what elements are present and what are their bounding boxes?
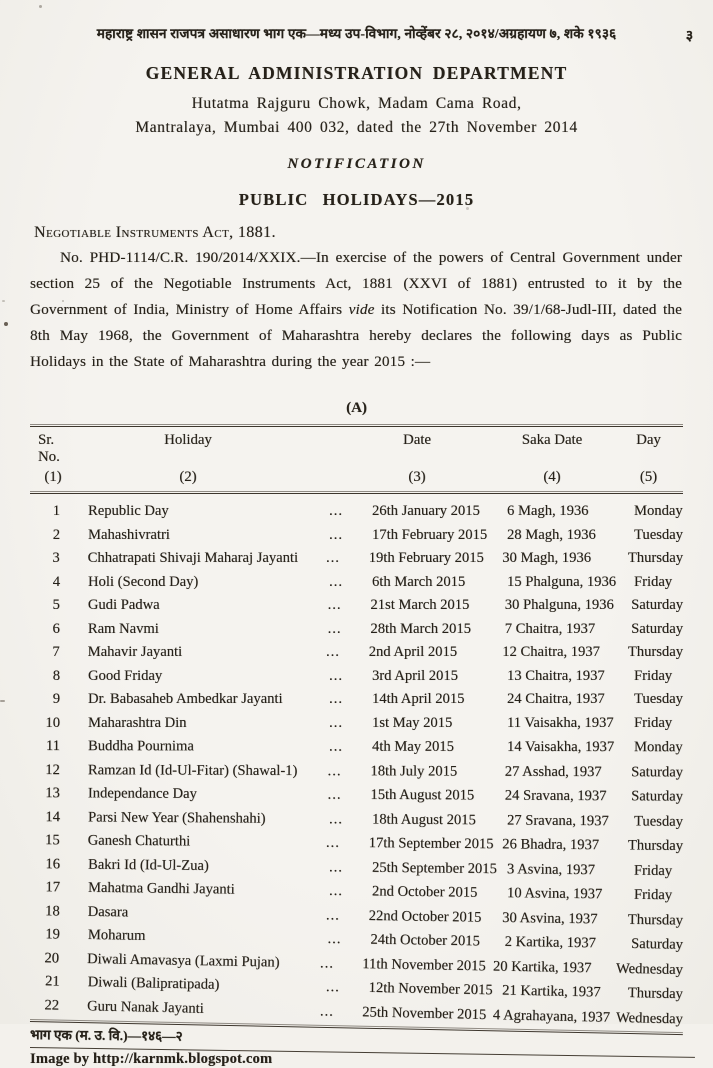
day-cell: Friday [633,886,673,904]
sr-no-cell: 9 [52,691,60,707]
scan-speck [104,313,107,315]
day-cell: Saturday [631,788,684,805]
holiday-cell: Independance Day [87,785,197,802]
sr-no-cell: 4 [52,573,60,590]
col-number-leader [300,469,344,486]
leader-dots: ... [329,691,343,707]
saka-date-cell: 2 Kartika, 1937 [504,933,597,952]
sr-no-cell: 3 [52,550,60,566]
day-cell: Friday [633,862,673,879]
saka-date-cell: 12 Chaitra, 1937 [502,644,600,660]
saka-date-cell: 15 Phalguna, 1936 [507,573,617,590]
table-row [30,547,683,571]
saka-date-cell: 30 Asvina, 1937 [502,909,598,927]
date-cell: 28th March 2015 [370,620,471,637]
saka-date-cell: 6 Magh, 1936 [507,503,589,519]
table-row [30,688,683,712]
address-line-2: Mantralaya, Mumbai 400 032, dated the 27th November 2014 [135,119,578,136]
day-cell: Friday [634,667,673,684]
leader-dots: ... [329,738,343,755]
scan-speck [62,300,64,302]
col-number-4: (4) [543,469,561,485]
day-cell: Thursday [627,985,684,1003]
table-row [30,782,683,809]
saka-date-cell: 21 Kartika, 1937 [501,982,601,1001]
page-number: ३ [685,29,693,44]
leader-dots: ... [327,762,342,779]
date-cell: 25th November 2015 [362,1003,487,1023]
act-reference: Negotiable Instruments Act, 1881. [34,224,276,241]
table-row [30,641,683,665]
day-cell: Wednesday [615,960,684,978]
leader-dots: ... [325,906,341,924]
saka-date-cell: 10 Asvina, 1937 [506,885,603,903]
notification-heading: NOTIFICATION [287,156,426,172]
leader-dots: ... [328,810,344,827]
holiday-cell: Ram Navmi [87,620,159,637]
day-cell: Saturday [631,597,683,613]
holiday-cell: Maharashtra Din [88,714,187,731]
leader-dots: ... [327,597,342,613]
holiday-cell: Chhatrapati Shivaji Maharaj Jayanti [87,550,299,566]
sr-no-cell: 15 [45,832,60,849]
credit-line: Image by http://karnmk.blogspot.com [30,1051,273,1067]
leader-dots: ... [325,550,340,566]
col-header-saka-date: Saka Date [521,432,583,448]
sr-no-cell: 18 [44,902,60,919]
sr-no-cell: 19 [45,926,60,943]
paragraph-text-before-vide: No. PHD-1114/C.R. 190/2014/XXIX.—In exercise of the powers of Central Government under section 25 of the Negotiable Instruments Act, 1881 (XXVI of 1881) entrusted to it by the Government of India, Ministry of Home Affairs [30,249,682,318]
sr-no-cell: 21 [44,973,60,990]
masthead [0,0,713,42]
sr-no-cell: 22 [44,996,60,1014]
col-number-1: (1) [44,469,62,485]
address-line-1: Hutatma Rajguru Chowk, Madam Cama Road, [191,95,522,112]
date-cell: 14th April 2015 [372,691,465,707]
sr-no-cell: 10 [45,714,60,731]
table-top-rule [30,424,683,427]
document-title: PUBLIC HOLIDAYS—2015 [238,190,475,209]
holiday-cell: Moharum [87,926,146,944]
sr-no-cell: 5 [52,597,60,613]
holiday-cell: Dasara [87,903,129,920]
holiday-cell: Dr. Babasaheb Ambedkar Jayanti [88,691,283,707]
vide-word: vide [348,301,375,318]
department-heading: GENERAL ADMINISTRATION DEPARTMENT [145,63,568,83]
part-reference: भाग एक (म. उ. वि.)—१४६—२ [29,1027,183,1044]
sr-no-cell: 20 [44,949,60,967]
leader-dots: ... [319,954,335,972]
date-cell: 26th January 2015 [372,503,480,519]
table-row [30,594,683,618]
saka-date-cell: 11 Vaisakha, 1937 [507,714,614,731]
holiday-cell: Bakri Id (Id-Ul-Zua) [87,856,209,874]
day-cell: Wednesday [615,1009,684,1027]
col-header-sr-no: Sr. No. [38,432,60,465]
holiday-cell: Gudi Padwa [87,597,160,613]
table-row [30,759,683,785]
leader-dots: ... [327,930,342,948]
date-cell: 6th March 2015 [372,573,466,590]
leader-dots: ... [319,1002,335,1020]
day-cell: Thursday [627,837,684,854]
saka-date-cell: 20 Kartika, 1937 [492,957,592,976]
sr-no-cell: 6 [52,620,60,637]
col-number-2: (2) [179,469,197,485]
sr-no-cell: 1 [52,503,60,519]
leader-dots: ... [329,667,343,684]
leader-dots: ... [325,644,340,660]
holiday-cell: Mahavir Jayanti [87,644,183,660]
scan-speck [2,300,5,302]
date-cell: 2nd October 2015 [371,883,478,901]
day-cell: Saturday [631,620,683,637]
saka-date-cell: 14 Vaisakha, 1937 [506,738,615,756]
leader-dots: ... [329,526,343,543]
table-row [30,500,683,524]
date-cell: 15th August 2015 [370,786,475,804]
sr-no-cell: 2 [52,526,60,543]
holiday-table-rows [30,500,684,1027]
holiday-cell: Diwali Amavasya (Laxmi Pujan) [86,950,280,971]
day-cell: Monday [634,503,683,519]
holiday-cell: Diwali (Balipratipada) [87,974,220,993]
sr-no-cell: 13 [45,785,60,802]
holiday-cell: Ganesh Chaturthi [87,832,191,850]
day-cell: Thursday [627,644,683,660]
saka-date-cell: 30 Magh, 1936 [502,550,591,566]
holiday-cell: Buddha Pournima [87,738,194,755]
leader-dots: ... [325,978,341,996]
sr-no-cell: 11 [45,738,61,755]
table-row [30,735,683,760]
day-cell: Monday [633,739,683,756]
holiday-cell: Parsi New Year (Shahenshahi) [87,808,266,827]
saka-date-cell: 13 Chaitra, 1937 [507,667,605,684]
date-cell: 19th February 2015 [368,550,484,566]
date-cell: 4th May 2015 [371,738,454,755]
date-cell: 25th September 2015 [371,859,497,877]
day-cell: Tuesday [634,526,683,543]
holiday-cell: Guru Nanak Jayanti [86,997,204,1017]
table-header-rule [30,491,683,494]
table-row [30,524,683,548]
day-cell: Friday [634,573,673,590]
holiday-cell: Mahashivratri [88,526,170,543]
date-cell: 18th July 2015 [370,762,458,780]
scan-speck [0,700,5,702]
col-number-5: (5) [639,469,658,485]
col-header-holiday: Holiday [164,432,212,448]
holiday-cell: Republic Day [88,503,169,519]
table-row [30,712,683,736]
leader-dots: ... [327,620,342,637]
saka-date-cell: 26 Bhadra, 1937 [502,836,600,854]
notification-paragraph [30,245,682,375]
date-cell: 11th November 2015 [362,955,486,974]
sr-no-cell: 12 [45,761,60,778]
table-row [30,665,683,689]
sr-no-cell: 14 [45,808,61,825]
day-cell: Thursday [627,911,684,929]
col-header-leader [300,432,344,466]
date-cell: 12th November 2015 [368,979,493,999]
saka-date-cell: 3 Asvina, 1937 [506,860,596,878]
sr-no-cell: 8 [52,667,60,684]
day-cell: Tuesday [633,812,683,830]
holiday-cell: Holi (Second Day) [88,573,199,590]
date-cell: 3rd April 2015 [372,667,458,684]
scan-speck [39,5,42,8]
date-cell: 24th October 2015 [370,931,480,950]
col-number-3: (3) [408,469,426,485]
saka-date-cell: 30 Phalguna, 1936 [504,597,614,613]
col-header-date: Date [403,432,431,448]
saka-date-cell: 7 Chaitra, 1937 [504,620,596,637]
paragraph-text-after-vide: its Notification No. 39/1/68-Judl-III, dated the 8th May 1968, the Government of Maharashtra hereby declares the following days as Public Holidays in the State of Maharashtra during the year 2015 :— [30,301,682,370]
leader-dots: ... [328,882,344,900]
holiday-cell: Ramzan Id (Id-Ul-Fitar) (Shawal-1) [87,761,298,779]
date-cell: 21st March 2015 [370,597,470,613]
day-cell: Thursday [627,550,683,566]
table-header-labels [30,432,683,466]
sr-no-cell: 16 [45,855,61,872]
date-cell: 1st May 2015 [372,714,453,731]
saka-date-cell: 28 Magh, 1936 [507,526,596,543]
leader-dots: ... [325,834,340,851]
leader-dots: ... [329,573,343,590]
leader-dots: ... [328,858,344,875]
table-row [30,618,683,642]
date-cell: 18th August 2015 [371,811,476,828]
saka-date-cell: 27 Asshad, 1937 [504,763,602,780]
scan-speck [466,207,469,210]
saka-date-cell: 27 Sravana, 1937 [506,811,609,829]
col-header-day: Day [636,432,661,448]
table-header-numbers [30,469,683,486]
gazette-title-line: महाराष्ट्र शासन राजपत्र असाधारण भाग एक—मध्य उप-विभाग, नोव्हेंबर २८, २०१४/अग्रहायण ७, शके १९३६ [96,26,617,41]
scan-speck [4,322,8,326]
holiday-cell: Good Friday [88,667,163,684]
saka-date-cell: 24 Chaitra, 1937 [507,691,605,707]
saka-date-cell: 24 Sravana, 1937 [504,787,607,805]
holiday-cell: Mahatma Gandhi Jayanti [87,879,235,898]
day-cell: Saturday [630,935,684,953]
day-cell: Saturday [631,763,684,780]
leader-dots: ... [327,786,342,803]
leader-dots: ... [329,503,343,519]
date-cell: 17th February 2015 [372,526,488,543]
saka-date-cell: 4 Agrahayana, 1937 [492,1006,611,1026]
date-cell: 22nd October 2015 [368,907,482,926]
sr-no-cell: 7 [52,644,60,660]
section-a-label: (A) [346,400,367,416]
table-row [30,571,683,595]
day-cell: Friday [634,714,673,731]
date-cell: 17th September 2015 [368,835,494,853]
leader-dots: ... [329,714,343,731]
sr-no-cell: 17 [45,879,61,896]
holiday-table [30,424,684,1027]
day-cell: Tuesday [634,691,683,707]
date-cell: 2nd April 2015 [368,644,458,660]
